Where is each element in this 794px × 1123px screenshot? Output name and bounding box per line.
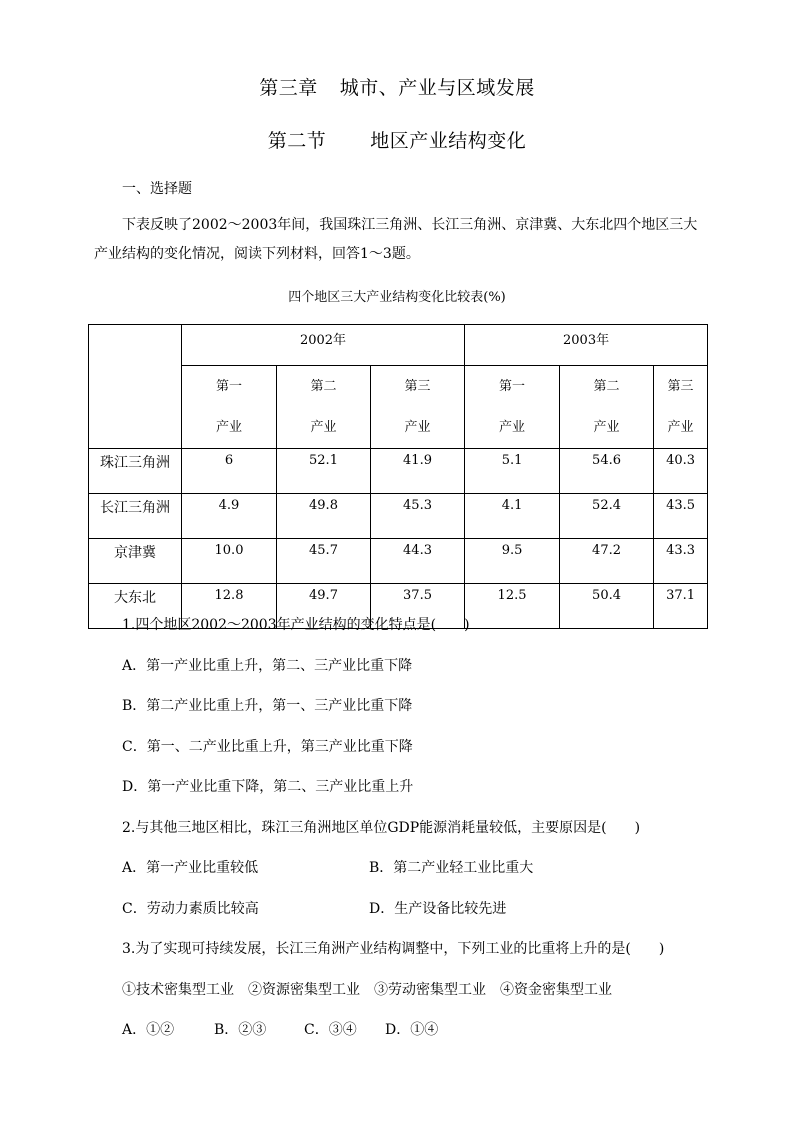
table-cell: 12.8: [182, 584, 277, 629]
question-3-option-c: C．③④: [304, 1022, 357, 1038]
table-cell: 37.5: [371, 584, 465, 629]
table-cell: 43.5: [654, 494, 708, 539]
table-cell: 44.3: [371, 539, 465, 584]
table-cell: 9.5: [465, 539, 560, 584]
table-cell: 4.9: [182, 494, 277, 539]
table-cell: 47.2: [560, 539, 654, 584]
industry-header: 第二 产业: [277, 366, 371, 449]
table-cell: 54.6: [560, 449, 654, 494]
question-1-option-b: B．第二产业比重上升，第一、三产业比重下降: [122, 698, 413, 714]
question-2-option-b: B．第二产业轻工业比重大: [369, 860, 534, 876]
chapter-title: [0, 73, 794, 100]
table-cell: 45.7: [277, 539, 371, 584]
industry-header: 第一 产业: [182, 366, 277, 449]
question-1-option-d: D．第一产业比重下降，第二、三产业比重上升: [122, 779, 414, 795]
table-corner-cell: [89, 325, 182, 449]
table-cell: 6: [182, 449, 277, 494]
question-3-option-a: A．①②: [122, 1022, 175, 1038]
question-2-option-a: A．第一产业比重较低: [122, 860, 259, 876]
table-cell: 45.3: [371, 494, 465, 539]
table-caption: 四个地区三大产业结构变化比较表(%): [288, 290, 506, 305]
table-cell: 49.8: [277, 494, 371, 539]
table-row: [89, 539, 708, 584]
industry-header: 第三 产业: [654, 366, 708, 449]
table-cell: 49.7: [277, 584, 371, 629]
section-title: [0, 126, 794, 153]
year-header-2003: 2003年: [465, 325, 708, 366]
table-cell: 12.5: [465, 584, 560, 629]
chapter-name: 城市、产业与区域发展: [339, 77, 535, 99]
table-cell: 50.4: [560, 584, 654, 629]
region-label: 京津冀: [89, 539, 182, 584]
table-cell: 10.0: [182, 539, 277, 584]
table-cell: 40.3: [654, 449, 708, 494]
table-row: [89, 494, 708, 539]
industry-header: 第二 产业: [560, 366, 654, 449]
industry-header: 第三 产业: [371, 366, 465, 449]
question-3-option-d: D．①④: [385, 1022, 439, 1038]
question-2-option-c: C．劳动力素质比较高: [122, 901, 259, 917]
industry-structure-table: [88, 324, 708, 629]
question-3-stem: 3.为了实现可持续发展，长江三角洲产业结构调整中，下列工业的比重将上升的是( ): [122, 941, 665, 957]
table-cell: 52.4: [560, 494, 654, 539]
table-cell: 37.1: [654, 584, 708, 629]
question-2-option-d: D．生产设备比较先进: [369, 901, 507, 917]
question-1-option-c: C．第一、二产业比重上升，第三产业比重下降: [122, 739, 413, 755]
part-heading: 一、选择题: [122, 181, 192, 197]
region-label: 大东北: [89, 584, 182, 629]
region-label: 长江三角洲: [89, 494, 182, 539]
year-header-2002: 2002年: [182, 325, 465, 366]
industry-header: 第一 产业: [465, 366, 560, 449]
region-label: 珠江三角洲: [89, 449, 182, 494]
chapter-number: 第三章: [259, 77, 318, 99]
table-cell: 43.3: [654, 539, 708, 584]
table-cell: 41.9: [371, 449, 465, 494]
question-3-option-b: B．②③: [214, 1022, 267, 1038]
section-number: 第二节: [267, 130, 327, 152]
question-1-option-a: A．第一产业比重上升，第二、三产业比重下降: [122, 658, 413, 674]
intro-paragraph: 下表反映了2002～2003年间，我国珠江三角洲、长江三角洲、京津冀、大东北四个地区三大产业结构的变化情况，阅读下列材料，回答1～3题。: [94, 217, 698, 262]
question-2-stem: 2.与其他三地区相比，珠江三角洲地区单位GDP能源消耗量较低，主要原因是( ): [122, 820, 641, 836]
table-industry-row: [89, 366, 708, 449]
table-year-row: [89, 325, 708, 366]
table-cell: 5.1: [465, 449, 560, 494]
question-1-stem: 1.四个地区2002～2003年产业结构的变化特点是( ): [122, 617, 470, 633]
section-name: 地区产业结构变化: [370, 130, 527, 152]
table-cell: 52.1: [277, 449, 371, 494]
question-3-items: ①技术密集型工业 ②资源密集型工业 ③劳动密集型工业 ④资金密集型工业: [122, 982, 612, 998]
table-cell: 4.1: [465, 494, 560, 539]
table-row: [89, 449, 708, 494]
